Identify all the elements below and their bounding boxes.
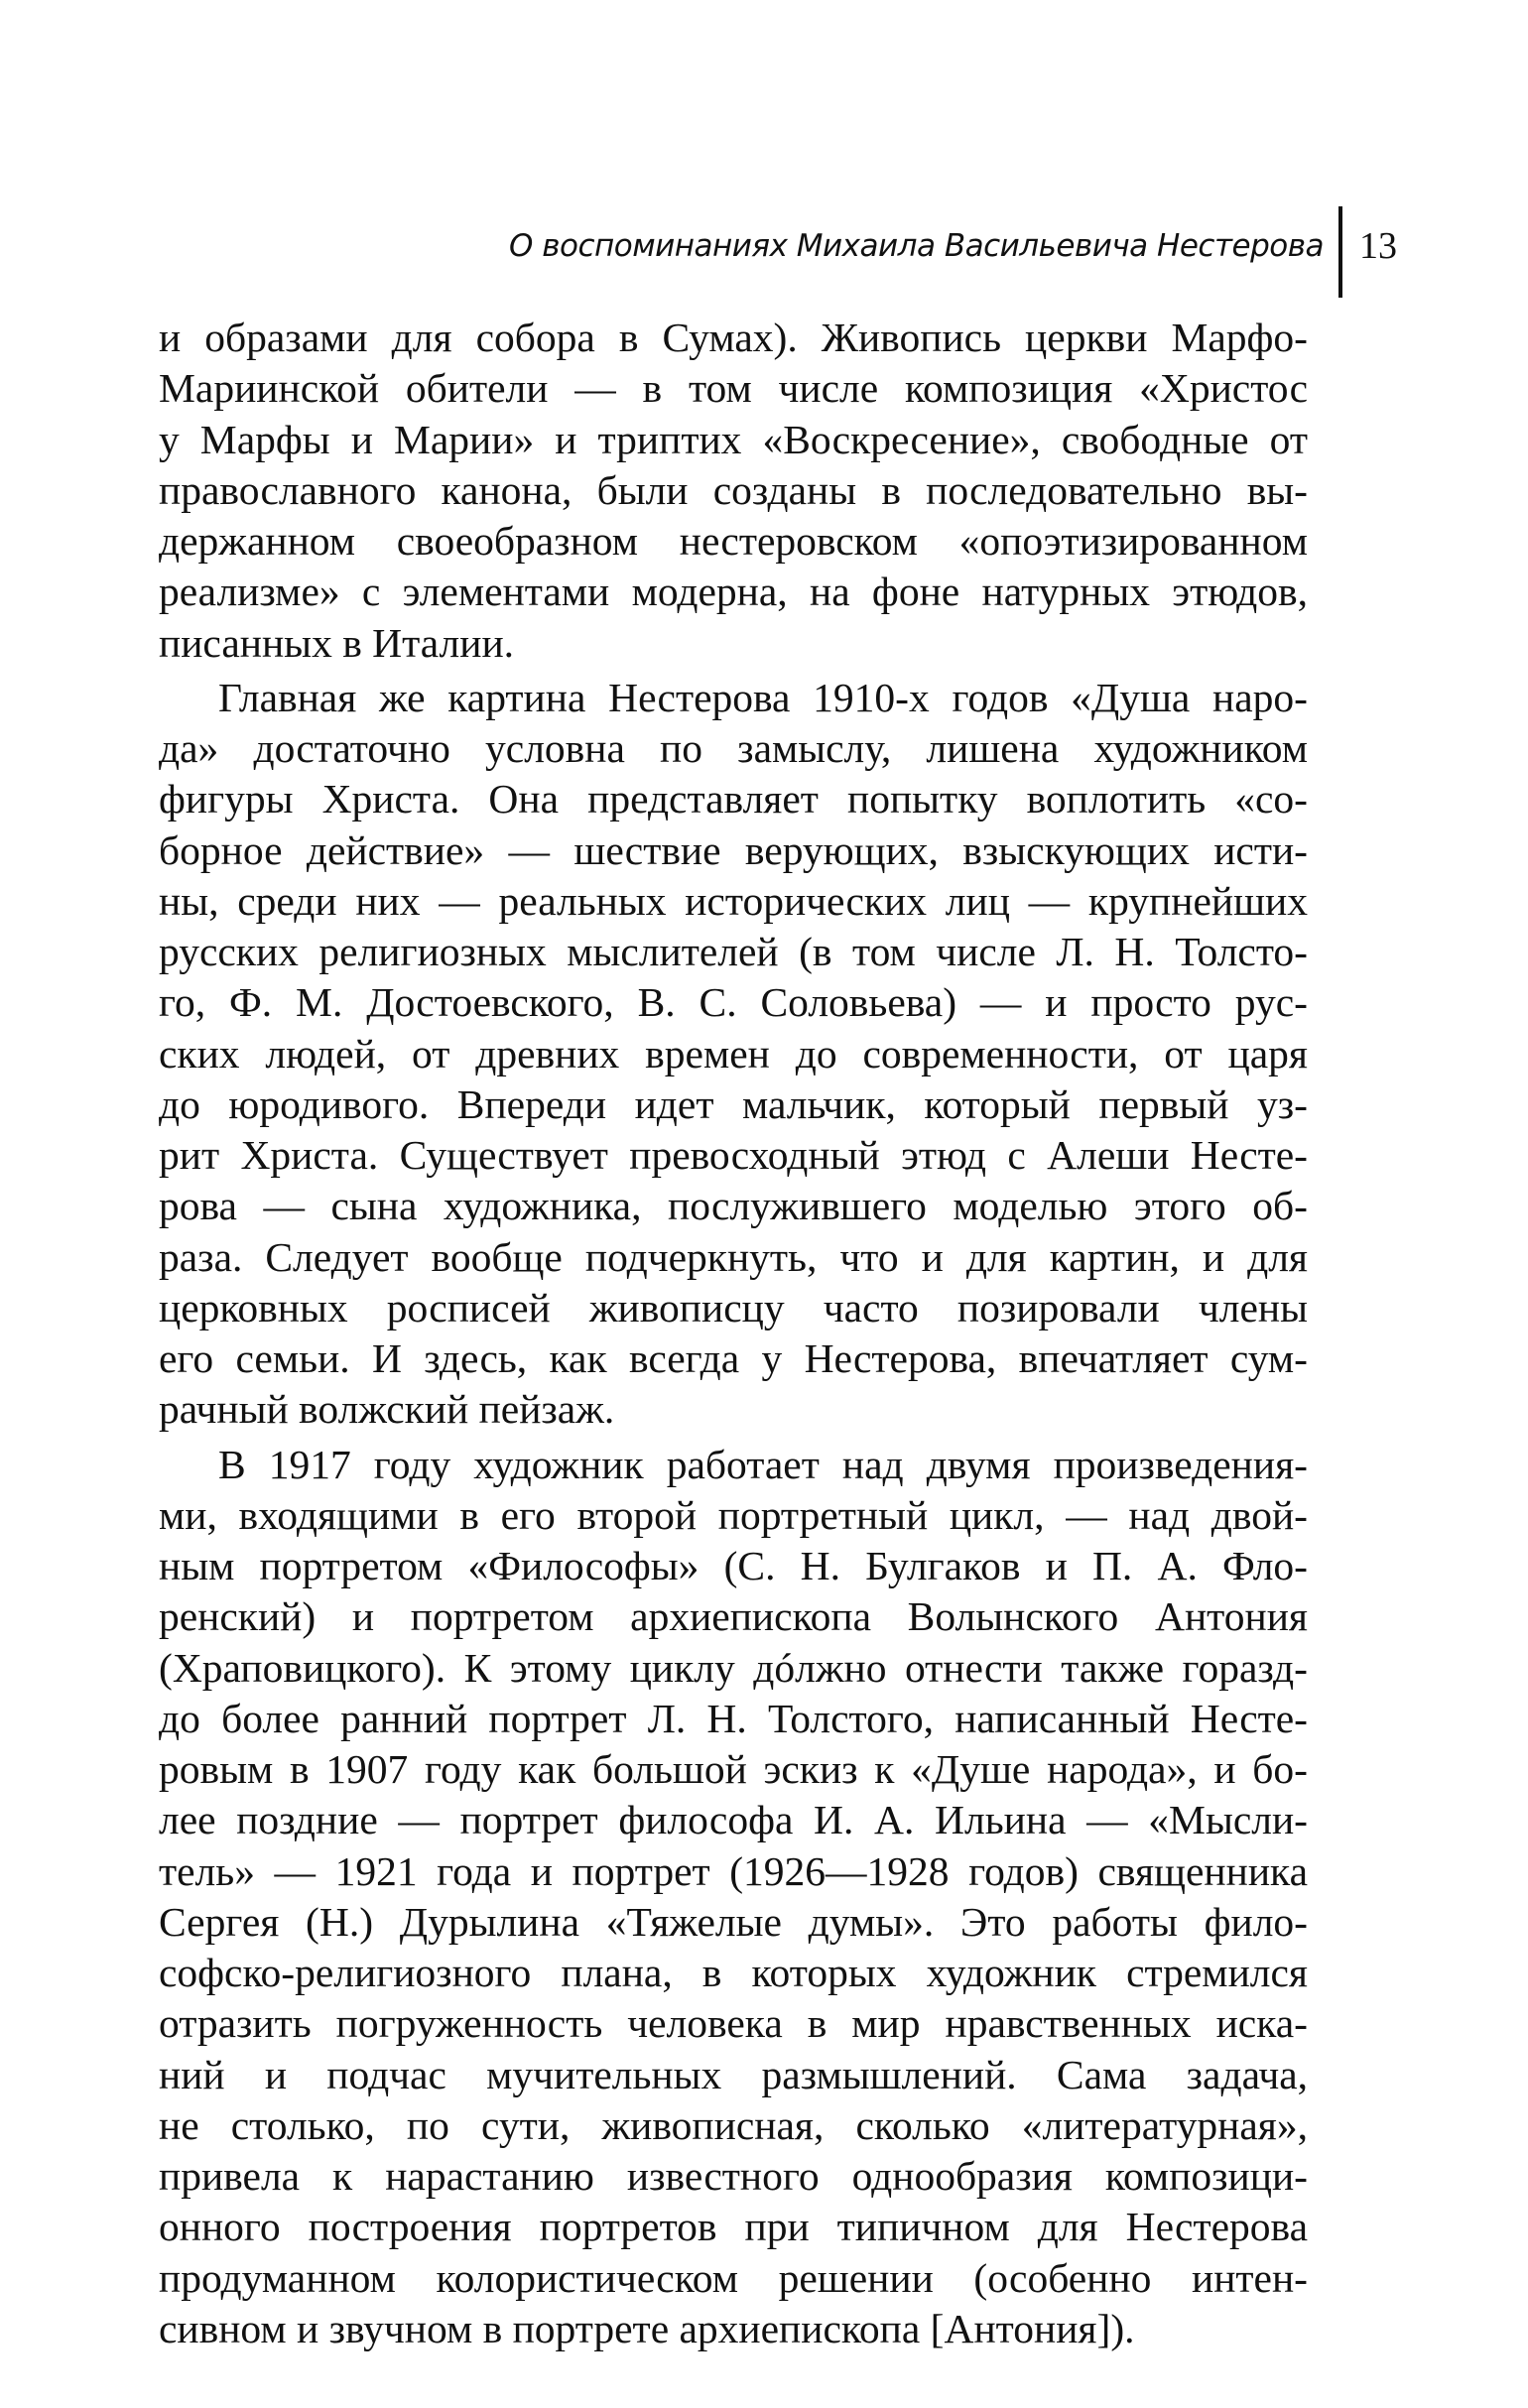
paragraph-1-line-6: реализме» с элементами модерна, на фоне натурных этюдов,: [159, 569, 1308, 615]
paragraph-3-line-16: онного построения портретов при типичном для Нестерова: [159, 2204, 1308, 2250]
paragraph-2-line-5: ны, среди них — реальных исторических лиц — крупнейших: [159, 877, 1308, 924]
header-divider: [1338, 206, 1342, 298]
paragraph-3-line-7: ровым в 1907 году как большой эскиз к «Душе народа», и бо-: [159, 1746, 1308, 1792]
paragraph-2-line-12: раза. Следует вообще подчеркнуть, что и для картин, и для: [159, 1233, 1308, 1280]
paragraph-1-line-5: держанном своеобразном нестеровском «опоэтизированном: [159, 518, 1308, 564]
paragraph-2-line-8: ских людей, от древних времен до современности, от царя: [159, 1030, 1308, 1077]
paragraph-2-line-7: го, Ф. М. Достоевского, В. С. Соловьева) — и просто рус-: [159, 979, 1308, 1026]
paragraph-3-line-6: до более ранний портрет Л. Н. Толстого, написанный Несте-: [159, 1695, 1308, 1741]
paragraph-3-line-12: отразить погруженность человека в мир нравственных иска-: [159, 2000, 1308, 2047]
paragraph-2-line-14: его семьи. И здесь, как всегда у Нестерова, впечатляет сум-: [159, 1335, 1308, 1381]
paragraph-1-line-4: православного канона, были созданы в последовательно вы-: [159, 466, 1308, 513]
paragraph-3-line-10: Сергея (Н.) Дурылина «Тяжелые думы». Это работы фило-: [159, 1898, 1308, 1945]
paragraph-2-line-13: церковных росписей живописцу часто позировали члены: [159, 1284, 1308, 1331]
running-title: О воспоминаниях Михаила Васильевича Нестерова: [508, 228, 1324, 264]
paragraph-3-line-18: сивном и звучном в портрете архиепископа [Антония]).: [159, 2305, 1135, 2351]
paragraph-3-line-17: продуманном колористическом решении (особенно интен-: [159, 2254, 1308, 2301]
paragraph-2-line-11: рова — сына художника, послужившего моделью этого об-: [159, 1183, 1308, 1229]
paragraph-3-line-2: ми, входящими в его второй портретный цикл, — над двой-: [159, 1491, 1308, 1538]
paragraph-2-line-2: да» достаточно условна по замыслу, лишена художником: [159, 725, 1308, 771]
paragraph-3-line-3: ным портретом «Философы» (С. Н. Булгаков и П. А. Фло-: [159, 1543, 1308, 1588]
paragraph-3-line-11: софско-религиозного плана, в которых художник стремился: [159, 1950, 1308, 1995]
paragraph-3-line-14: не столько, по сути, живописная, сколько «литературная»,: [159, 2101, 1308, 2148]
paragraph-1-line-1: и образами для собора в Сумах). Живопись церкви Марфо-: [159, 315, 1308, 360]
paragraph-3-line-13: ний и подчас мучительных размышлений. Сама задача,: [159, 2051, 1308, 2097]
paragraph-1-line-7: писанных в Италии.: [159, 619, 515, 666]
paragraph-2-line-9: до юродивого. Впереди идет мальчик, который первый уз-: [159, 1080, 1308, 1127]
paragraph-2-line-15: рачный волжский пейзаж.: [159, 1386, 615, 1433]
paragraph-1-line-2: Мариинской обители — в том числе композиция «Христос: [159, 365, 1308, 412]
paragraph-2-line-6: русских религиозных мыслителей (в том числе Л. Н. Толсто-: [159, 929, 1308, 974]
paragraph-3-line-4: ренский) и портретом архиепископа Волынского Антония: [159, 1593, 1308, 1640]
paragraph-2-line-4: борное действие» — шествие верующих, взыскующих исти-: [159, 826, 1308, 873]
paragraph-2-line-3: фигуры Христа. Она представляет попытку воплотить «со-: [159, 776, 1308, 823]
paragraph-3-line-5: (Храповицкого). К этому циклу дóлжно отнести также горазд-: [159, 1644, 1308, 1691]
page-number: 13: [1359, 225, 1397, 267]
paragraph-2-line-10: рит Христа. Существует превосходный этюд с Алеши Несте-: [159, 1132, 1308, 1178]
paragraph-3-line-1: В 1917 году художник работает над двумя произведения-: [218, 1441, 1308, 1487]
paragraph-1-line-3: у Марфы и Марии» и триптих «Воскресение», свободные от: [159, 416, 1308, 462]
paragraph-3-line-9: тель» — 1921 года и портрет (1926—1928 годов) священника: [159, 1847, 1308, 1894]
paragraph-3-line-15: привела к нарастанию известного однообразия композици-: [159, 2153, 1308, 2199]
paragraph-3-line-8: лее поздние — портрет философа И. А. Ильина — «Мысли-: [159, 1797, 1308, 1843]
page-body: [159, 313, 1308, 2354]
paragraph-2-line-1: Главная же картина Нестерова 1910-х годов «Душа наро-: [218, 674, 1308, 720]
